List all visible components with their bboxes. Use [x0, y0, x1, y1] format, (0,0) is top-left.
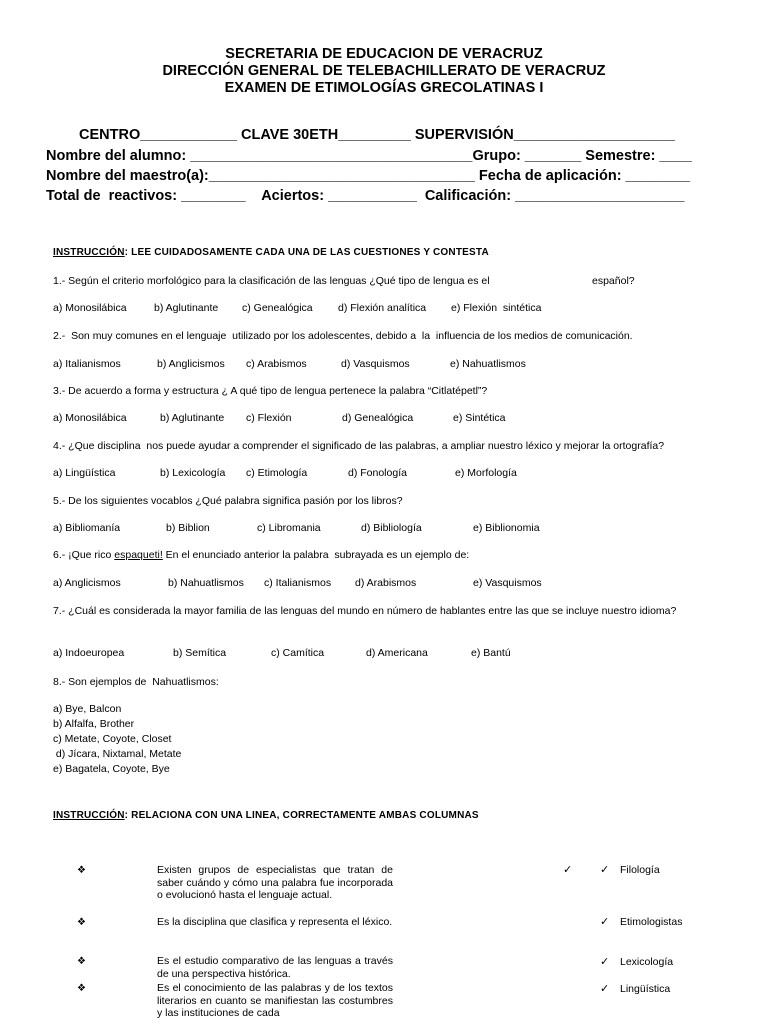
q4-option-c[interactable]: c) Etimología — [246, 467, 308, 479]
form-row-alumno[interactable]: Nombre del alumno: ___________________________________Grupo: _______ Semestre: ____ — [46, 148, 692, 164]
q7-option-c[interactable]: c) Camítica — [271, 647, 325, 659]
match-right-item-3[interactable]: Lexicología — [620, 956, 674, 968]
match-right-item-4[interactable]: Lingüística — [620, 983, 671, 995]
diamond-bullet-icon: ❖ — [77, 865, 86, 876]
section1-instruction — [53, 247, 489, 258]
instruction-label: INSTRUCCIÓN — [53, 810, 125, 821]
match-left-item-2: Es la disciplina que clasifica y representa el léxico. — [157, 916, 393, 928]
q2-option-a[interactable]: a) Italianismos — [53, 358, 121, 370]
form-row-centro[interactable]: CENTRO____________ CLAVE 30ETH_________ SUPERVISIÓN____________________ — [79, 127, 675, 143]
q6-option-b[interactable]: b) Nahuatlismos — [168, 577, 244, 589]
question-5-text: 5.- De los siguientes vocablos ¿Qué palabra significa pasión por los libros? — [53, 495, 403, 507]
q7-option-d[interactable]: d) Americana — [366, 647, 428, 659]
checkmark-icon: ✓ — [600, 956, 610, 968]
q8-option-e[interactable]: e) Bagatela, Coyote, Bye — [53, 763, 170, 775]
header-line-3: EXAMEN DE ETIMOLOGÍAS GRECOLATINAS I — [224, 80, 544, 96]
header-line-1: SECRETARIA DE EDUCACION DE VERACRUZ — [225, 46, 543, 62]
q6-text-pre: 6.- ¡Que rico — [53, 549, 115, 561]
q4-option-a[interactable]: a) Lingüística — [53, 467, 116, 479]
q5-option-d[interactable]: d) Bibliología — [361, 522, 422, 534]
q8-option-d[interactable]: d) Jícara, Nixtamal, Metate — [53, 748, 182, 760]
q1-option-a[interactable]: a) Monosilábica — [53, 302, 127, 314]
q3-option-c[interactable]: c) Flexión — [246, 412, 292, 424]
instruction-text: : LEE CUIDADOSAMENTE CADA UNA DE LAS CUESTIONES Y CONTESTA — [124, 247, 489, 258]
section2-instruction — [53, 810, 479, 821]
q6-option-e[interactable]: e) Vasquismos — [473, 577, 542, 589]
match-left-item-4: Es el conocimiento de las palabras y de los textos literarios en cuanto se manifiestan las costumbres y las instituciones de cada — [157, 982, 393, 1019]
form-row-maestro[interactable]: Nombre del maestro(a):_________________________________ Fecha de aplicación: ________ — [46, 168, 691, 184]
q8-options-list — [53, 702, 181, 777]
q1-option-d[interactable]: d) Flexión analítica — [338, 302, 427, 314]
checkmark-icon: ✓ — [600, 916, 610, 928]
form-row-totales[interactable]: Total de reactivos: ________ Aciertos: ___________ Calificación: _____________________ — [46, 188, 685, 204]
q4-option-d[interactable]: d) Fonología — [348, 467, 407, 479]
diamond-bullet-icon: ❖ — [77, 983, 86, 994]
question-1-text: 1.- Según el criterio morfológico para la clasificación de las lenguas ¿Qué tipo de lengua es el — [53, 275, 490, 287]
q6-option-d[interactable]: d) Arabismos — [355, 577, 417, 589]
checkmark-icon: ✓ — [600, 983, 610, 995]
question-1-text-end: español? — [592, 275, 635, 287]
question-3-text: 3.- De acuerdo a forma y estructura ¿ A qué tipo de lengua pertenece la palabra “Citlatépetl”? — [53, 385, 488, 397]
instruction-label: INSTRUCCIÓN — [53, 247, 125, 258]
q5-option-a[interactable]: a) Bibliomanía — [53, 522, 121, 534]
q7-option-a[interactable]: a) Indoeuropea — [53, 647, 125, 659]
q2-option-c[interactable]: c) Arabismos — [246, 358, 307, 370]
match-right-item-2[interactable]: Etimologistas — [620, 916, 683, 928]
q2-option-b[interactable]: b) Anglicismos — [157, 358, 225, 370]
q5-option-c[interactable]: c) Libromania — [257, 522, 321, 534]
match-left-item-1: Existen grupos de especialistas que tratan de saber cuándo y cómo una palabra fue incorporada o evolucionó hasta el lenguaje actual. — [157, 864, 393, 901]
question-4-text: 4.- ¿Que disciplina nos puede ayudar a comprender el significado de las palabras, a ampliar nuestro léxico y mejorar la ortografía? — [53, 440, 665, 452]
q1-option-e[interactable]: e) Flexión sintética — [451, 302, 542, 314]
instruction-text: : RELACIONA CON UNA LINEA, CORRECTAMENTE AMBAS COLUMNAS — [124, 810, 479, 821]
question-6-text — [53, 549, 469, 561]
q6-option-c[interactable]: c) Italianismos — [264, 577, 332, 589]
q4-option-e[interactable]: e) Morfología — [455, 467, 517, 479]
question-8-text: 8.- Son ejemplos de Nahuatlismos: — [53, 676, 219, 688]
q5-option-b[interactable]: b) Biblion — [166, 522, 210, 534]
diamond-bullet-icon: ❖ — [77, 956, 86, 967]
q2-option-e[interactable]: e) Nahuatlismos — [450, 358, 526, 370]
q4-option-b[interactable]: b) Lexicología — [160, 467, 226, 479]
q8-option-b[interactable]: b) Alfalfa, Brother — [53, 718, 135, 730]
q3-option-e[interactable]: e) Sintética — [453, 412, 506, 424]
q1-option-b[interactable]: b) Aglutinante — [154, 302, 219, 314]
question-2-text: 2.- Son muy comunes en el lenguaje utilizado por los adolescentes, debido a la influencia de los medios de comunicación. — [53, 330, 633, 342]
q5-option-e[interactable]: e) Biblionomia — [473, 522, 540, 534]
diamond-bullet-icon: ❖ — [77, 917, 86, 928]
question-7-text: 7.- ¿Cuál es considerada la mayor familia de las lenguas del mundo en número de hablantes entre las que se incluye nuestro idioma? — [53, 605, 677, 617]
q3-option-a[interactable]: a) Monosilábica — [53, 412, 127, 424]
q2-option-d[interactable]: d) Vasquismos — [341, 358, 410, 370]
q6-text-post: En el enunciado anterior la palabra subrayada es un ejemplo de: — [162, 549, 470, 561]
q3-option-b[interactable]: b) Aglutinante — [160, 412, 225, 424]
q7-option-b[interactable]: b) Semítica — [173, 647, 227, 659]
q8-option-c[interactable]: c) Metate, Coyote, Closet — [53, 733, 172, 745]
q6-underlined-word: espaqueti! — [114, 549, 163, 561]
q6-option-a[interactable]: a) Anglicismos — [53, 577, 121, 589]
header-line-2: DIRECCIÓN GENERAL DE TELEBACHILLERATO DE VERACRUZ — [162, 63, 606, 79]
checkmark-icon: ✓ — [600, 864, 610, 876]
q7-option-e[interactable]: e) Bantú — [471, 647, 511, 659]
q8-option-a[interactable]: a) Bye, Balcon — [53, 703, 122, 715]
checkmark-icon: ✓ — [563, 864, 573, 876]
match-right-item-1[interactable]: Filología — [620, 864, 660, 876]
q3-option-d[interactable]: d) Genealógica — [342, 412, 414, 424]
q1-option-c[interactable]: c) Genealógica — [242, 302, 313, 314]
match-left-item-3: Es el estudio comparativo de las lenguas a través de una perspectiva histórica. — [157, 955, 393, 980]
